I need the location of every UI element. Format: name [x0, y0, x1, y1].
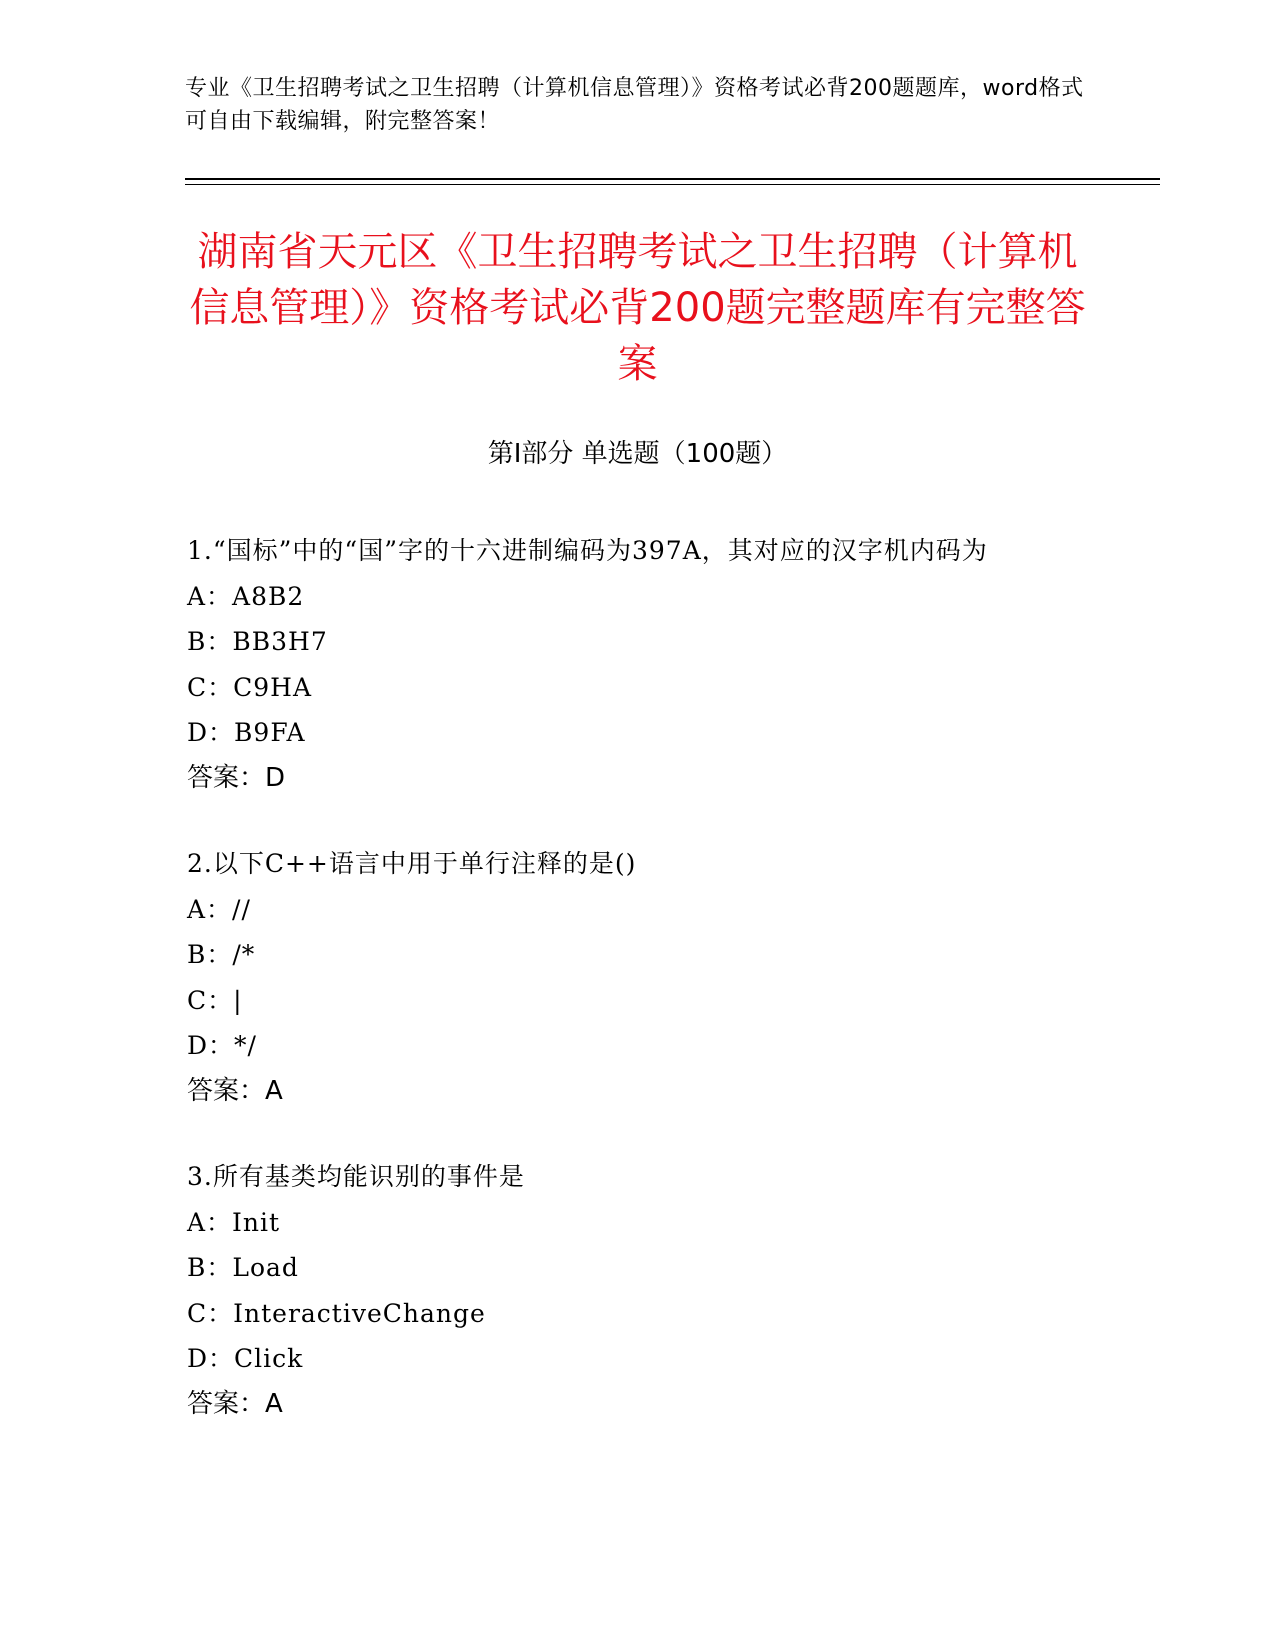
answer: 答案：A — [187, 1075, 283, 1106]
option-c: C：| — [187, 985, 243, 1015]
answer: 答案：A — [187, 1388, 283, 1419]
option-b: B：Load — [187, 1253, 299, 1282]
question-stem: 1.“国标”中的“国”字的十六进制编码为397A，其对应的汉字机内码为 — [187, 536, 988, 565]
question-2 — [187, 841, 1092, 1114]
question-list — [187, 528, 1092, 1467]
option-b: B：BB3H7 — [187, 627, 328, 656]
option-a: A：// — [187, 894, 251, 924]
option-a: A：Init — [187, 1207, 281, 1237]
option-c: C：InteractiveChange — [187, 1298, 486, 1328]
option-d: D：B9FA — [187, 718, 306, 747]
document-title: 湖南省天元区《卫生招聘考试之卫生招聘（计算机信息管理）》资格考试必背200题完整题库有完整答案 — [189, 229, 1086, 387]
header-note: 专业《卫生招聘考试之卫生招聘（计算机信息管理）》资格考试必背200题题库，word格式可自由下载编辑，附完整答案！ — [185, 76, 1084, 134]
question-stem: 2.以下C++语言中用于单行注释的是() — [187, 849, 637, 878]
answer: 答案：D — [187, 762, 286, 793]
option-d: D：*/ — [187, 1031, 257, 1060]
option-a: A：A8B2 — [187, 581, 305, 611]
option-b: B：/* — [187, 940, 256, 969]
option-c: C：C9HA — [187, 672, 313, 702]
option-d: D：Click — [187, 1344, 304, 1373]
header-rule-thick — [185, 178, 1160, 180]
question-stem: 3.所有基类均能识别的事件是 — [187, 1162, 525, 1191]
header-rule-thin — [185, 184, 1160, 185]
question-3 — [187, 1154, 1092, 1427]
section-title: 第I部分 单选题（100题） — [487, 439, 788, 469]
question-1 — [187, 528, 1092, 801]
